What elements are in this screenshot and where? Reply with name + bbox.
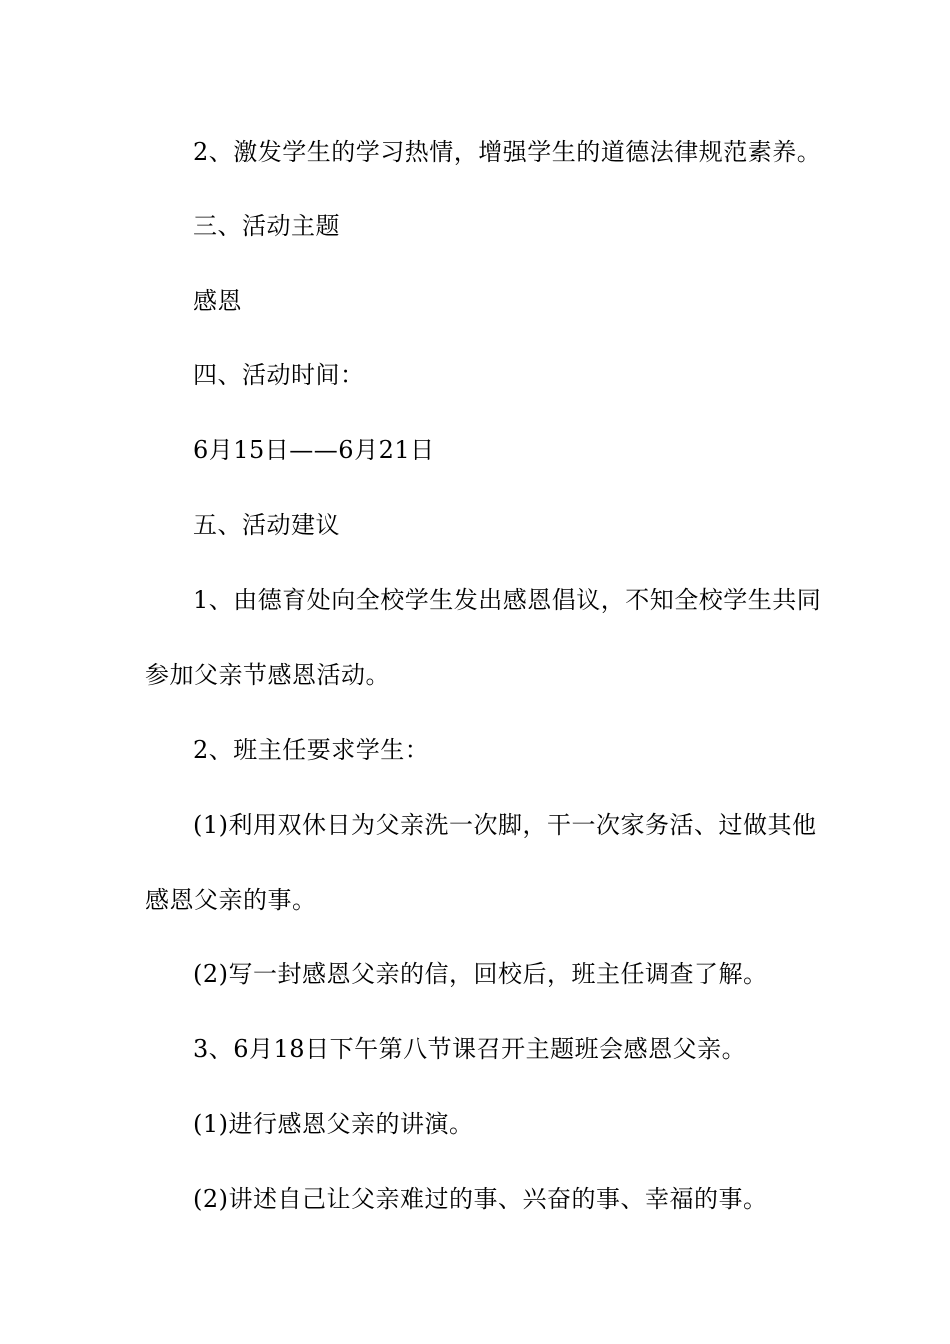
suggestion-2: 2、班主任要求学生： — [193, 736, 430, 764]
theme-text: 感恩 — [193, 287, 242, 315]
suggestion-2-item-1-line-1: (1)利用双休日为父亲洗一次脚，干一次家务活、过做其他 — [193, 811, 817, 839]
suggestion-2-item-1-line-2: 感恩父亲的事。 — [145, 886, 317, 914]
paragraph-goal-2: 2、激发学生的学习热情，增强学生的道德法律规范素养。 — [193, 138, 822, 166]
section-heading-suggestions: 五、活动建议 — [193, 511, 340, 539]
suggestion-3: 3、6月18日下午第八节课召开主题班会感恩父亲。 — [193, 1035, 747, 1063]
activity-date-range: 6月15日——6月21日 — [193, 436, 435, 464]
suggestion-1-line-1: 1、由德育处向全校学生发出感恩倡议，不知全校学生共同 — [193, 586, 822, 614]
section-heading-theme: 三、活动主题 — [193, 212, 340, 240]
suggestion-3-item-2: (2)讲述自己让父亲难过的事、兴奋的事、幸福的事。 — [193, 1185, 768, 1213]
suggestion-3-item-1: (1)进行感恩父亲的讲演。 — [193, 1110, 474, 1138]
section-heading-time: 四、活动时间： — [193, 361, 365, 389]
suggestion-1-line-2: 参加父亲节感恩活动。 — [145, 661, 390, 689]
suggestion-2-item-2: (2)写一封感恩父亲的信，回校后，班主任调查了解。 — [193, 960, 768, 988]
